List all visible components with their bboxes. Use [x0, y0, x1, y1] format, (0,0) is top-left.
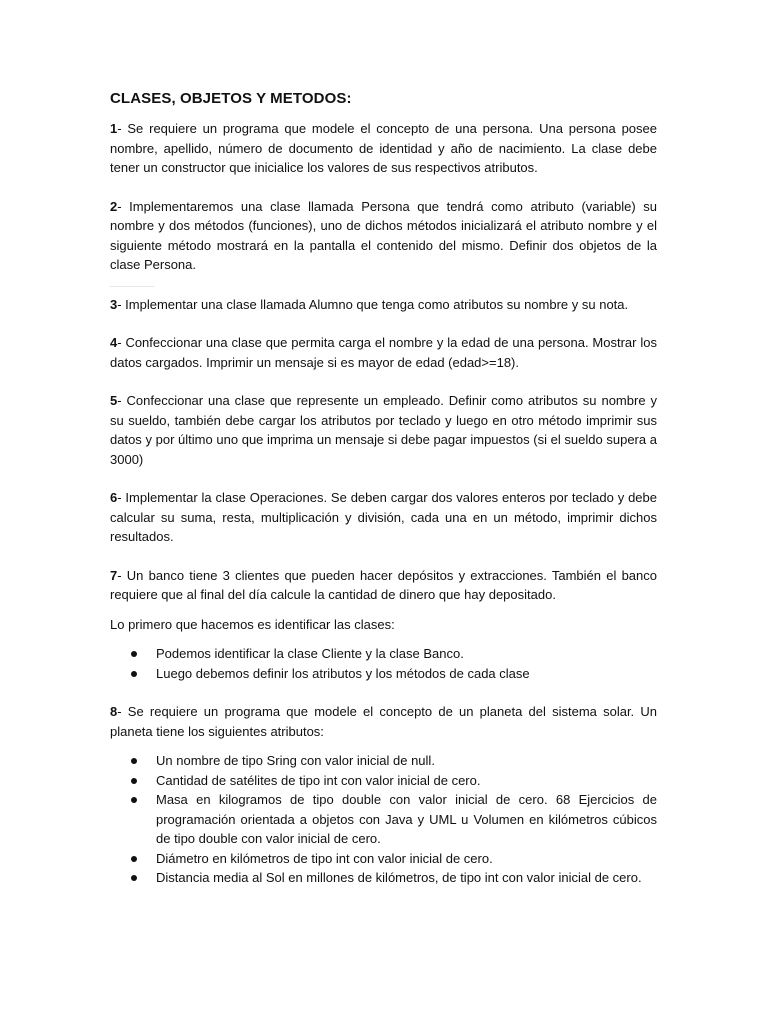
exercise-number: 1 — [110, 121, 118, 136]
document-content — [110, 88, 657, 907]
list-item — [110, 771, 657, 791]
document-title: CLASES, OBJETOS Y METODOS: — [110, 90, 352, 107]
exercise-6 — [110, 488, 657, 547]
list-item — [110, 868, 657, 888]
exercise-number: 2 — [110, 198, 118, 214]
exercise-7-bullet-list — [110, 644, 657, 683]
list-item-text: Un nombre de tipo Sring con valor inicial de null. — [156, 753, 435, 768]
list-item-text: Masa en kilogramos de tipo double con valor inicial de cero. 68 Ejercicios de programación orientada a objetos con Java y UML u Volumen en kilómetros cúbicos de tipo double con valor inicial de cero. — [156, 792, 657, 846]
list-item — [110, 644, 657, 664]
exercise-number: 3 — [110, 296, 118, 312]
divider — [110, 286, 154, 287]
exercise-number: 5 — [110, 393, 118, 408]
bullet-icon — [131, 671, 137, 677]
list-item-text: Distancia media al Sol en millones de kilómetros, de tipo int con valor inicial de cero. — [156, 870, 642, 885]
bullet-icon — [131, 875, 137, 881]
exercise-number: 7 — [110, 567, 118, 583]
list-item — [110, 849, 657, 869]
list-item-text: Podemos identificar la clase Cliente y la clase Banco. — [156, 646, 464, 661]
list-item-text: Luego debemos definir los atributos y los métodos de cada clase — [156, 665, 530, 681]
exercise-5 — [110, 391, 657, 469]
exercise-number: 4 — [110, 335, 118, 350]
exercise-text: - Implementaremos una clase llamada Persona que tendrá como atributo (variable) su nombre y dos métodos (funciones), uno de dichos métodos inicializará el atributo nombre y el siguiente método mostrará en la pantalla el contenido del mismo. Definir dos objetos de la clase Persona. — [110, 198, 657, 272]
list-item-text: Cantidad de satélites de tipo int con valor inicial de cero. — [156, 772, 481, 788]
exercise-7-intro: Lo primero que hacemos es identificar las clases: — [110, 616, 395, 632]
exercise-8 — [110, 702, 657, 741]
exercise-8-bullet-list — [110, 751, 657, 888]
exercise-3 — [110, 295, 657, 315]
exercise-4 — [110, 333, 657, 372]
exercise-text: - Un banco tiene 3 clientes que pueden hacer depósitos y extracciones. También el banco requiere que al final del día calcule la cantidad de dinero que hay depositado. — [110, 567, 657, 602]
list-item — [110, 751, 657, 771]
exercise-1 — [110, 119, 657, 178]
list-item — [110, 790, 657, 849]
bullet-icon — [131, 797, 137, 803]
exercise-number: 6 — [110, 490, 118, 505]
exercise-text: - Implementar la clase Operaciones. Se deben cargar dos valores enteros por teclado y debe calcular su suma, resta, multiplicación y división, cada una en un método, imprimir dichos resultados. — [110, 490, 657, 544]
exercise-2 — [110, 197, 657, 275]
exercise-number: 8 — [110, 704, 118, 719]
list-item-text: Diámetro en kilómetros de tipo int con valor inicial de cero. — [156, 850, 493, 866]
list-item — [110, 664, 657, 684]
exercise-text: - Se requiere un programa que modele el concepto de una persona. Una persona posee nombre, apellido, número de documento de identidad y año de nacimiento. La clase debe tener un constructor que inicialice los valores de sus respectivos atributos. — [110, 121, 657, 175]
bullet-icon — [131, 758, 137, 764]
exercise-7 — [110, 566, 657, 605]
bullet-icon — [131, 778, 137, 784]
exercise-text: - Implementar una clase llamada Alumno que tenga como atributos su nombre y su nota. — [117, 296, 629, 312]
exercise-text: - Se requiere un programa que modele el concepto de un planeta del sistema solar. Un planeta tiene los siguientes atributos: — [110, 704, 657, 739]
bullet-icon — [131, 651, 137, 657]
exercise-text: - Confeccionar una clase que represente un empleado. Definir como atributos su nombre y su sueldo, también debe cargar los atributos por teclado y luego en otro método imprimir sus datos y por último uno que imprima un mensaje si debe pagar impuestos (si el sueldo supera a 3000) — [110, 393, 657, 467]
exercise-text: - Confeccionar una clase que permita carga el nombre y la edad de una persona. Mostrar los datos cargados. Imprimir un mensaje si es mayor de edad (edad>=18). — [110, 335, 657, 370]
bullet-icon — [131, 856, 137, 862]
